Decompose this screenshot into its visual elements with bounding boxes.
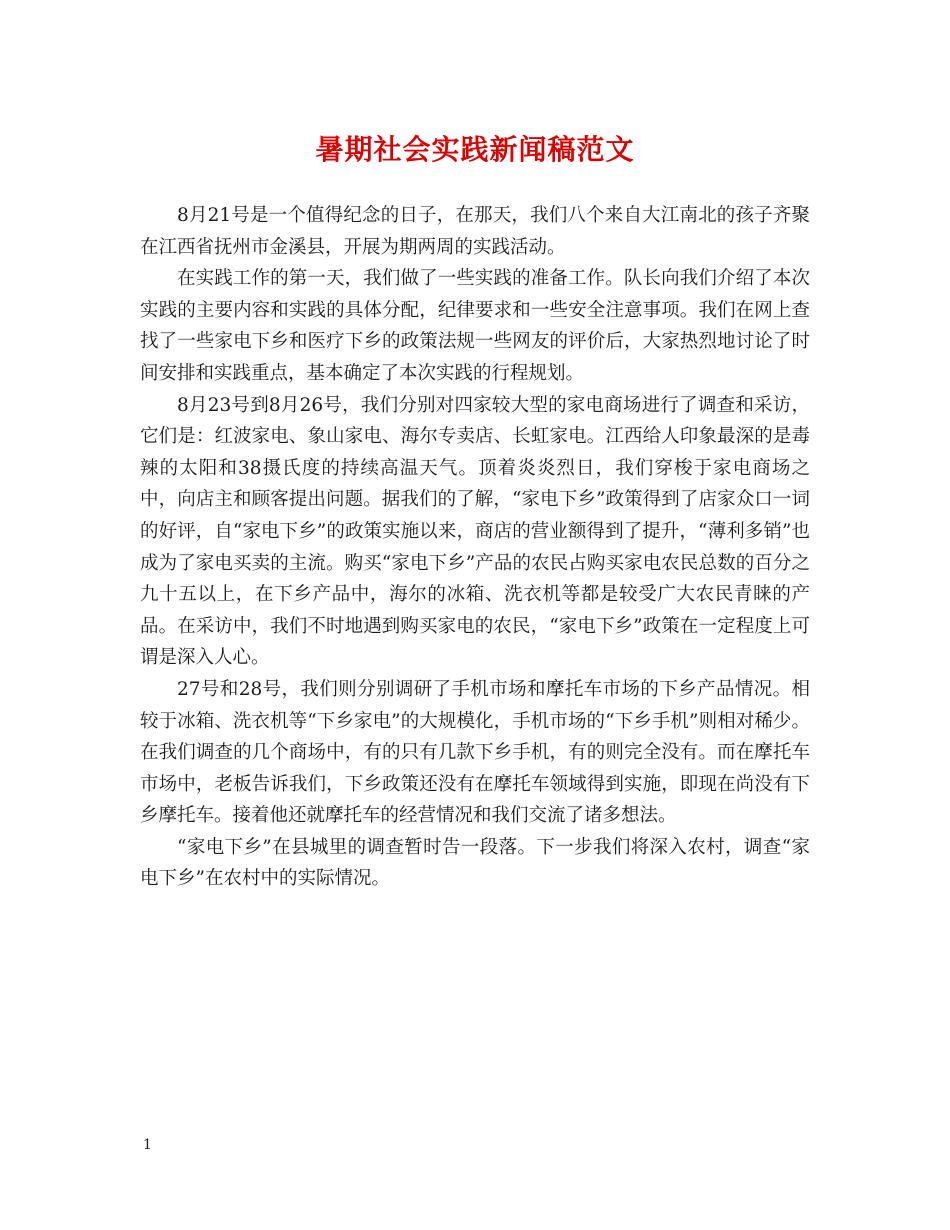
paragraph-1: 8月21号是一个值得纪念的日子，在那天，我们八个来自大江南北的孩子齐聚在江西省抚州市金溪县，开展为期两周的实践活动。 [140, 205, 810, 258]
paragraph-3: 8月23号到8月26号，我们分别对四家较大型的家电商场进行了调查和采访，它们是：红波家电、象山家电、海尔专卖店、长虹家电。江西给人印象最深的是毒辣的太阳和38摄氏度的持续高温天气。顶着炎炎烈日，我们穿梭于家电商场之中，向店主和顾客提出问题。据我们的了解，“家电下乡”政策得到了店家众口一词的好评，自“家电下乡”的政策实施以来，商店的营业额得到了提升，“薄利多销”也成为了家电买卖的主流。购买“家电下乡”产品的农民占购买家电农民总数的百分之九十五以上，在下乡产品中，海尔的冰箱、洗衣机等都是较受广大农民青睐的产品。在采访中，我们不时地遇到购买家电的农民，“家电下乡”政策在一定程度上可谓是深入人心。 [140, 394, 810, 669]
paragraph-4: 27号和28号，我们则分别调研了手机市场和摩托车市场的下乡产品情况。相较于冰箱、洗衣机等“下乡家电”的大规模化，手机市场的“下乡手机”则相对稀少。在我们调查的几个商场中，有的只有几款下乡手机，有的则完全没有。而在摩托车市场中，老板告诉我们，下乡政策还没有在摩托车领域得到实施，即现在尚没有下乡摩托车。接着他还就摩托车的经营情况和我们交流了诸多想法。 [140, 678, 810, 827]
paragraph-5: “家电下乡”在县城里的调查暂时告一段落。下一步我们将深入农村，调查“家电下乡”在农村中的实际情况。 [140, 836, 810, 890]
paragraph-2: 在实践工作的第一天，我们做了一些实践的准备工作。队长向我们介绍了本次实践的主要内容和实践的具体分配，纪律要求和一些安全注意事项。我们在网上查找了一些家电下乡和医疗下乡的政策法规一些网友的评价后，大家热烈地讨论了时间安排和实践重点，基本确定了本次实践的行程规划。 [140, 268, 810, 384]
document-title: 暑期社会实践新闻稿范文 [315, 133, 635, 166]
page-number: 1 [143, 1137, 152, 1153]
document-body [140, 200, 810, 895]
